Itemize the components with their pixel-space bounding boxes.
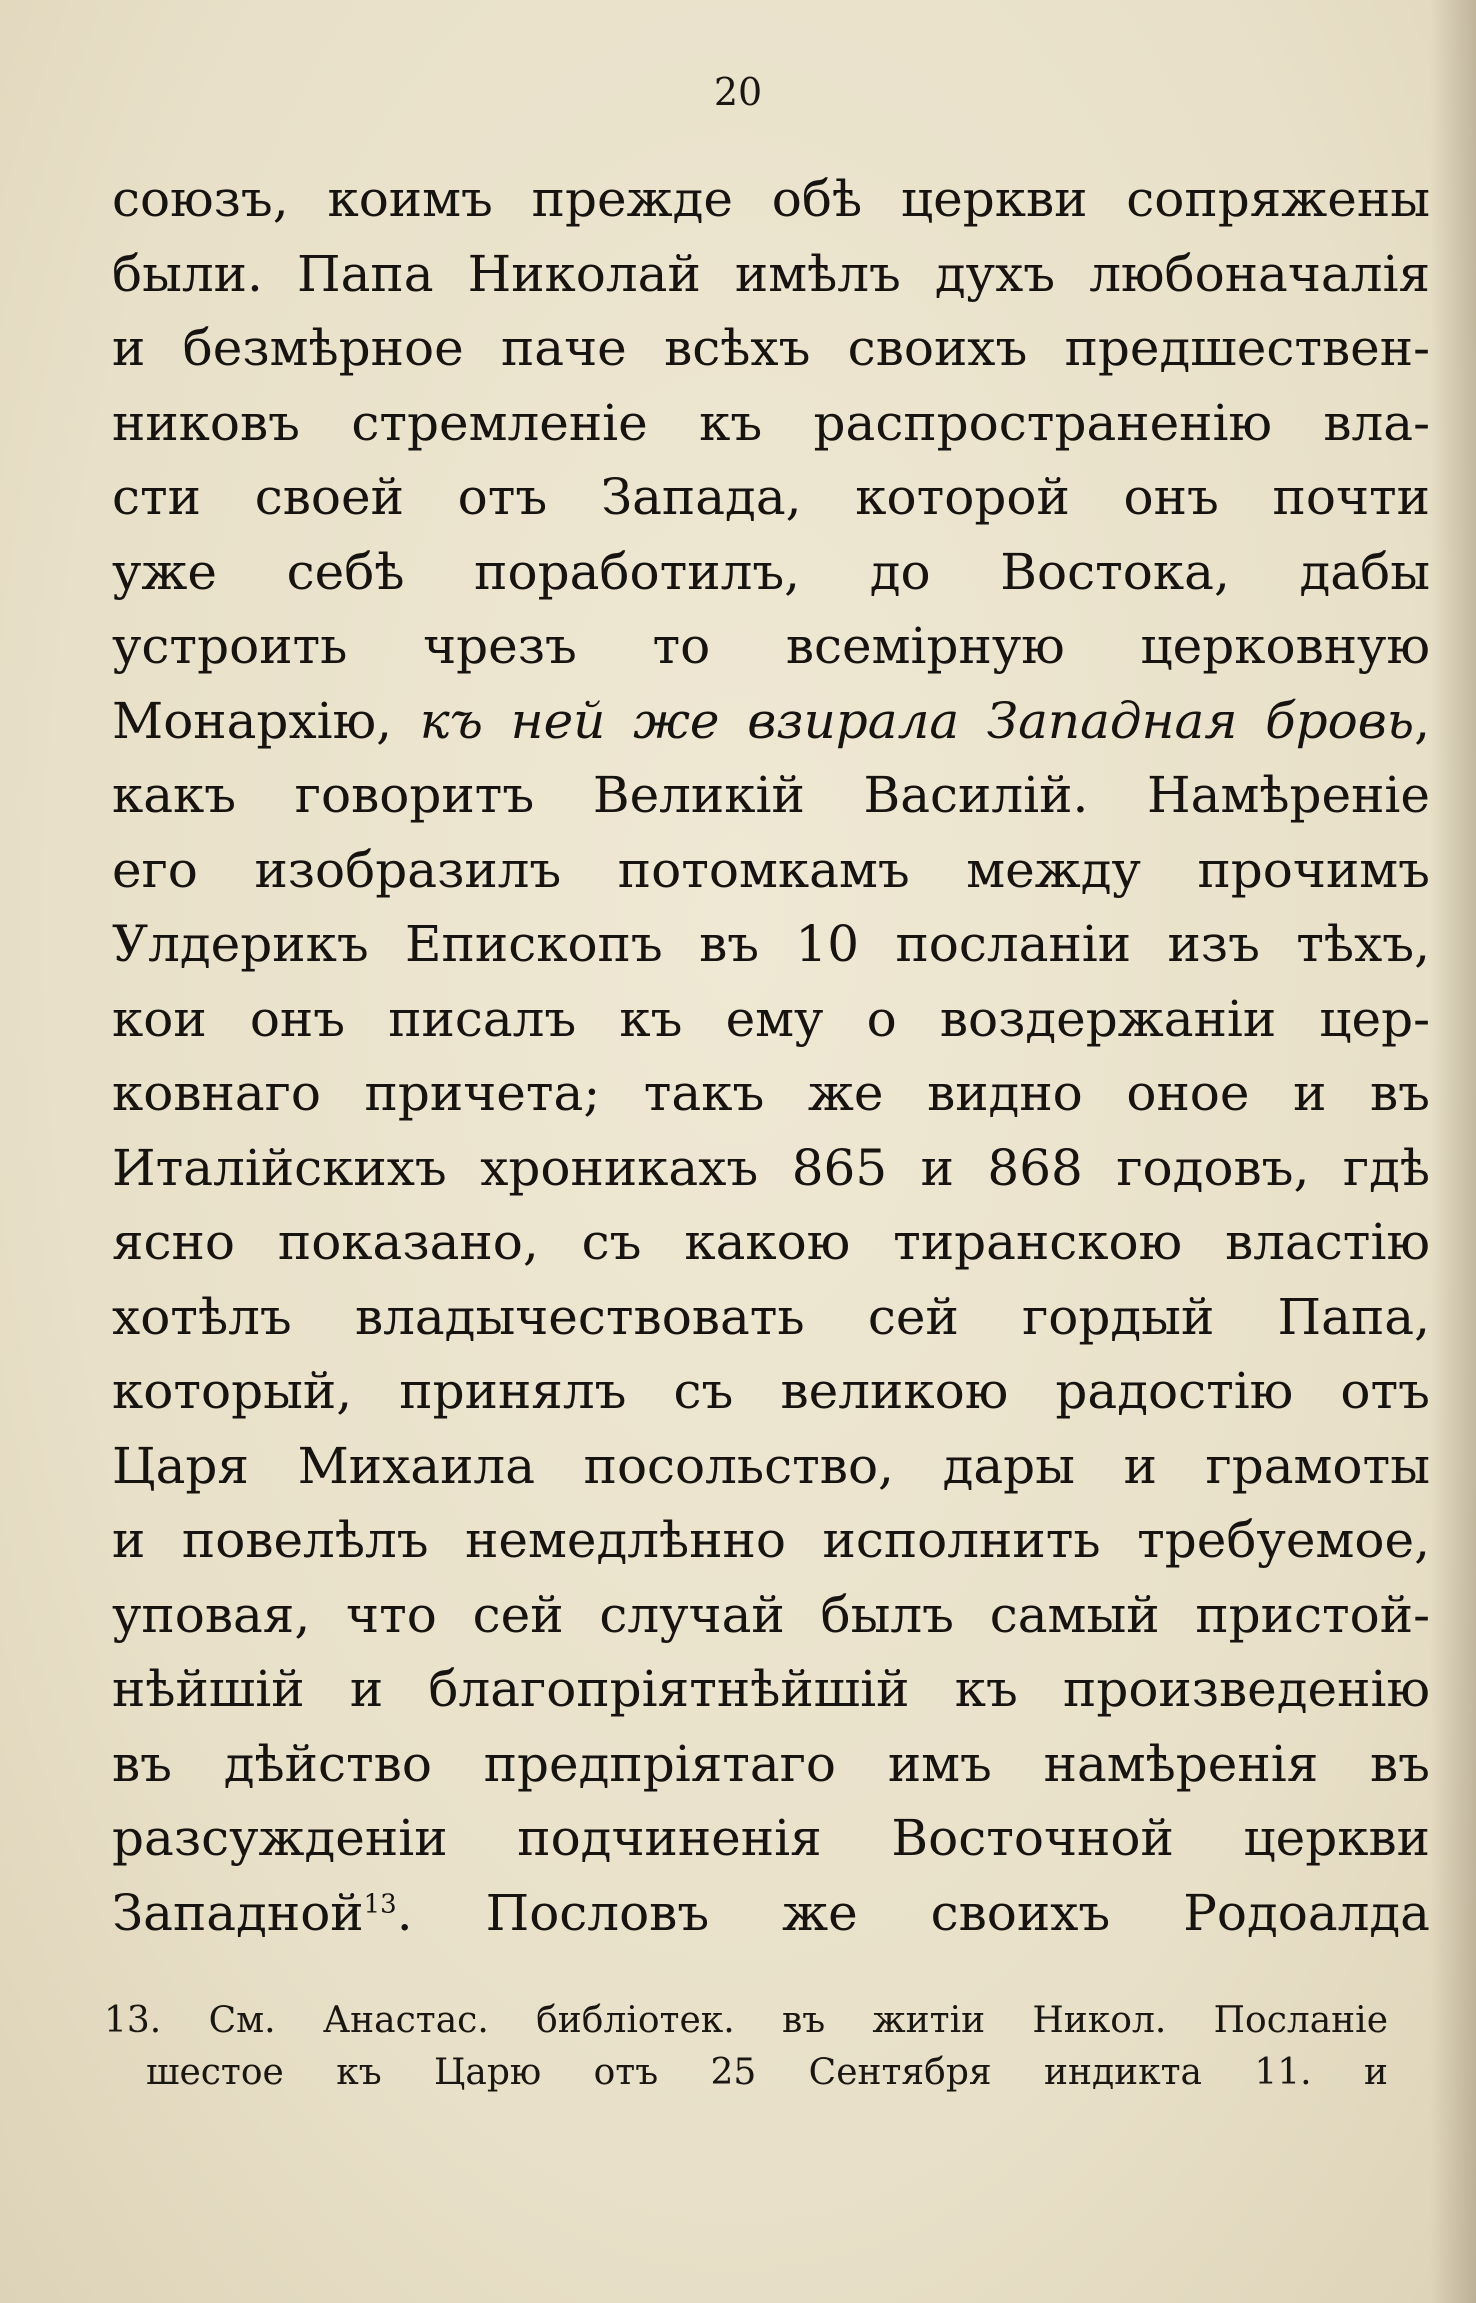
text-line bbox=[112, 684, 1430, 759]
text-line: хотѣлъ владычествовать сей гордый Папа, bbox=[112, 1287, 1430, 1346]
text-line: никовъ стремленіе къ распространенію вла- bbox=[112, 393, 1430, 452]
body-text bbox=[112, 162, 1430, 1950]
text-line: Царя Михаила посольство, дары и грамоты bbox=[112, 1436, 1430, 1495]
text-line: въ дѣйство предпріятаго имъ намѣренія въ bbox=[112, 1734, 1430, 1793]
text-line: устроить чрезъ то всемірную церковную bbox=[112, 617, 1430, 675]
italic-quote: къ ней же взирала Западная бровь bbox=[419, 691, 1415, 750]
text-line-end: , bbox=[1414, 691, 1430, 750]
text-line: разсужденіи подчиненія Восточной церкви bbox=[112, 1809, 1430, 1867]
footnote-line: шестое къ Царю отъ 25 Сентября индикта 11. и bbox=[146, 2052, 1388, 2093]
text-line: были. Папа Николай имѣлъ духъ любоначалія bbox=[112, 244, 1430, 303]
text-line: уповая, что сей случай былъ самый пристой- bbox=[112, 1585, 1430, 1644]
text-line: Улдерикъ Епископъ въ 10 посланіи изъ тѣхъ, bbox=[112, 915, 1430, 973]
text-line: ясно показано, съ какою тиранскою властію bbox=[112, 1213, 1430, 1271]
text-line-start: Западной bbox=[112, 1883, 364, 1942]
text-line: нѣйшій и благопріятнѣйшій къ произведенію bbox=[112, 1660, 1430, 1718]
text-line: союзъ, коимъ прежде обѣ церкви сопряжены bbox=[112, 170, 1430, 228]
text-line: сти своей отъ Запада, которой онъ почти bbox=[112, 468, 1430, 526]
text-line: какъ говоритъ Великій Василій. Намѣреніе bbox=[112, 766, 1430, 824]
text-line-end: . Пословъ же своихъ Родоалда bbox=[396, 1883, 1430, 1942]
text-line-start: Монархію, bbox=[112, 691, 420, 750]
page-edge-shadow bbox=[1430, 0, 1476, 2303]
text-line: уже себѣ поработилъ, до Востока, дабы bbox=[112, 542, 1430, 601]
text-line: ковнаго причета; такъ же видно оное и въ bbox=[112, 1064, 1430, 1122]
text-line: кои онъ писалъ къ ему о воздержаніи цер- bbox=[112, 989, 1430, 1048]
footnote bbox=[104, 1995, 1388, 2099]
footnote-line: 13. См. Анастас. библіотек. въ житіи Никол. Посланіе bbox=[104, 2000, 1388, 2041]
page-number: 20 bbox=[713, 70, 763, 114]
text-line bbox=[112, 1876, 1430, 1951]
footnote-reference[interactable]: 13 bbox=[363, 1888, 397, 1919]
text-line: который, принялъ съ великою радостію отъ bbox=[112, 1362, 1430, 1420]
text-line: Италійскихъ хроникахъ 865 и 868 годовъ, гдѣ bbox=[112, 1138, 1430, 1197]
text-line: его изобразилъ потомкамъ между прочимъ bbox=[112, 840, 1430, 899]
text-line: и повелѣлъ немедлѣнно исполнить требуемое, bbox=[112, 1511, 1430, 1569]
text-line: и безмѣрное паче всѣхъ своихъ предшествен- bbox=[112, 319, 1430, 377]
